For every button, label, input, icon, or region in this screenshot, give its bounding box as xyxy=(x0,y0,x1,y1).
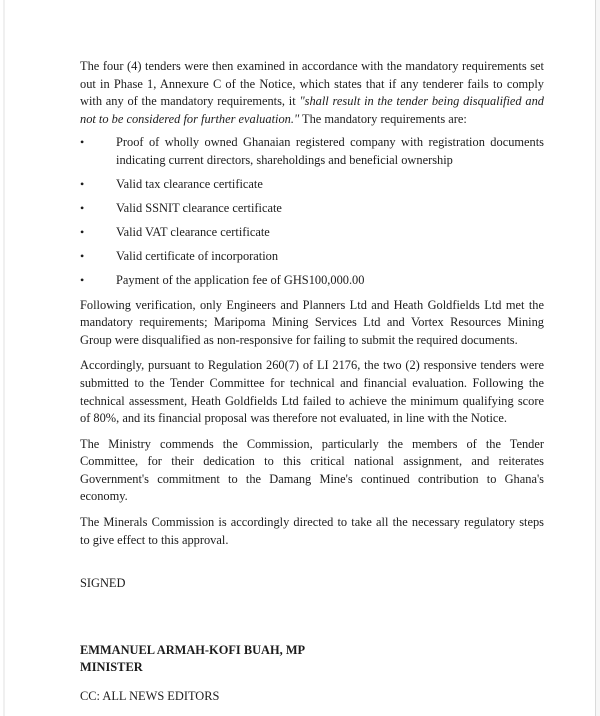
requirement-text: Valid tax clearance certificate xyxy=(116,177,263,192)
signatory-name: EMMANUEL ARMAH-KOFI BUAH, MP xyxy=(80,642,306,657)
signed-label: SIGNED xyxy=(80,576,126,591)
requirement-text: Valid SSNIT clearance certificate xyxy=(116,201,282,216)
requirements-list xyxy=(80,134,544,290)
bullet-icon: • xyxy=(80,201,85,216)
commendation-paragraph: The Ministry commends the Commission, particularly the members of the Tender Committee, for their dedication to this critical national assignment, and reiterates Government's commitment to the Damang Mine's continued contribution to Ghana's economy. xyxy=(80,436,544,504)
list-item xyxy=(80,200,544,218)
bullet-icon: • xyxy=(80,135,85,150)
list-item xyxy=(80,224,544,242)
requirement-text: Proof of wholly owned Ghanaian registered company with registration documents indicating current directors, shareholdings and beneficial ownership xyxy=(116,135,544,167)
document-page xyxy=(3,0,598,716)
page-edge xyxy=(596,0,600,716)
evaluation-paragraph: Accordingly, pursuant to Regulation 260(7) of LI 2176, the two (2) responsive tenders were submitted to the Tender Committee for technical and financial evaluation. Following the technical assessment, Heath Goldfields Ltd failed to achieve the minimum qualifying score of 80%, and its financial proposal was therefore not evaluated, in line with the Notice. xyxy=(80,358,544,426)
intro-quote: "shall result in the tender being disqualified and not to be considered for further evaluation." xyxy=(80,94,544,126)
list-item xyxy=(80,176,544,194)
requirement-text: Valid VAT clearance certificate xyxy=(116,225,270,240)
bullet-icon: • xyxy=(80,225,85,240)
intro-paragraph xyxy=(80,58,544,128)
directive-paragraph: The Minerals Commission is accordingly directed to take all the necessary regulatory steps to give effect to this approval. xyxy=(80,515,544,547)
list-item xyxy=(80,134,544,169)
document-body xyxy=(80,58,544,705)
cc-line: CC: ALL NEWS EDITORS xyxy=(80,688,220,703)
bullet-icon: • xyxy=(80,273,85,288)
list-item xyxy=(80,248,544,266)
requirement-text: Valid certificate of incorporation xyxy=(116,249,279,264)
verification-paragraph: Following verification, only Engineers and Planners Ltd and Heath Goldfields Ltd met the mandatory requirements; Maripoma Mining Services Ltd and Vortex Resources Mining Group were disqualified as non-responsive for failing to submit the required documents. xyxy=(80,297,544,347)
intro-text-end: The mandatory requirements are: xyxy=(299,111,467,126)
bullet-icon: • xyxy=(80,249,85,264)
bullet-icon: • xyxy=(80,177,85,192)
signature-block xyxy=(80,642,544,676)
intro-text: The four (4) tenders were then examined in accordance with the mandatory requirements set out in Phase 1, Annexure C of the Notice, which states that if any tenderer fails to comply with any of the mandatory requirements, it xyxy=(80,59,544,109)
list-item xyxy=(80,272,544,290)
signatory-title: MINISTER xyxy=(80,659,143,674)
requirement-text: Payment of the application fee of GHS100,000.00 xyxy=(116,273,365,288)
